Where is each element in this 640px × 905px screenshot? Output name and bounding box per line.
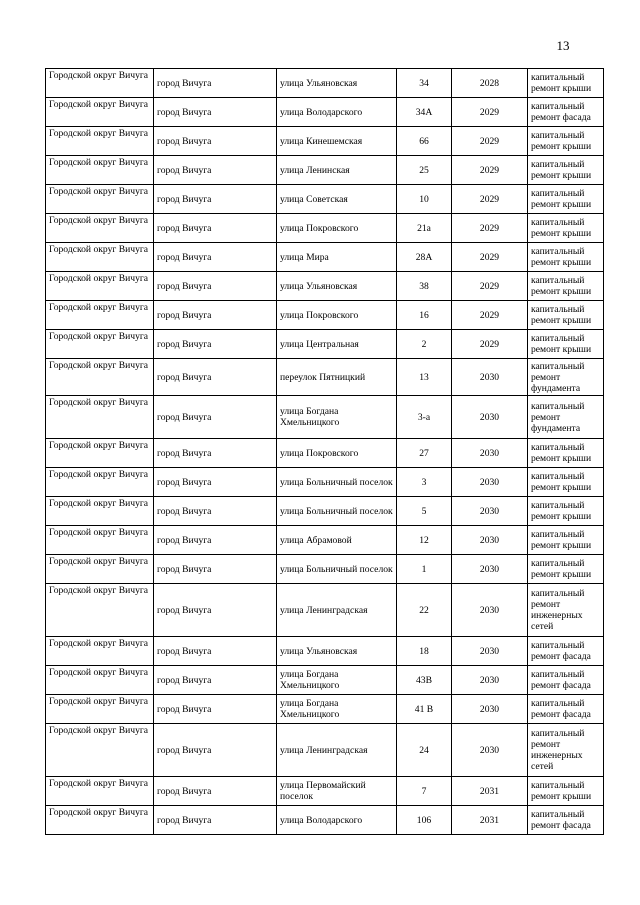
work-type-cell: капитальный ремонт крыши [528,243,604,272]
district-cell: Городской округ Вичуга [46,724,154,777]
year-cell: 2030 [452,637,528,666]
year-cell: 2031 [452,806,528,835]
street-cell: улица Ленинградская [277,724,397,777]
house-number-cell: 2 [397,330,452,359]
city-cell: город Вичуга [154,272,277,301]
district-cell: Городской округ Вичуга [46,98,154,127]
table-row [46,497,604,526]
year-cell: 2029 [452,156,528,185]
work-type-cell: капитальный ремонт крыши [528,214,604,243]
street-cell: улица Больничный поселок [277,468,397,497]
year-cell: 2029 [452,330,528,359]
year-cell: 2029 [452,214,528,243]
work-type-cell: капитальный ремонт крыши [528,777,604,806]
district-cell: Городской округ Вичуга [46,69,154,98]
table-row [46,777,604,806]
work-type-cell: капитальный ремонт крыши [528,156,604,185]
house-number-cell: 27 [397,439,452,468]
city-cell: город Вичуга [154,695,277,724]
work-type-cell: капитальный ремонт фасада [528,98,604,127]
table-row [46,330,604,359]
year-cell: 2030 [452,555,528,584]
work-type-cell: капитальный ремонт крыши [528,69,604,98]
street-cell: улица Володарского [277,98,397,127]
table-row [46,127,604,156]
city-cell: город Вичуга [154,330,277,359]
city-cell: город Вичуга [154,98,277,127]
table-row [46,555,604,584]
year-cell: 2029 [452,98,528,127]
house-number-cell: 24 [397,724,452,777]
street-cell: улица Богдана Хмельницкого [277,695,397,724]
table-row [46,584,604,637]
work-type-cell: капитальный ремонт фундамента [528,396,604,439]
district-cell: Городской округ Вичуга [46,526,154,555]
district-cell: Городской округ Вичуга [46,396,154,439]
district-cell: Городской округ Вичуга [46,243,154,272]
year-cell: 2030 [452,584,528,637]
table-row [46,468,604,497]
work-type-cell: капитальный ремонт крыши [528,127,604,156]
house-number-cell: 12 [397,526,452,555]
street-cell: улица Советская [277,185,397,214]
table-row [46,69,604,98]
city-cell: город Вичуга [154,777,277,806]
city-cell: город Вичуга [154,468,277,497]
house-number-cell: 3-а [397,396,452,439]
work-type-cell: капитальный ремонт крыши [528,185,604,214]
house-number-cell: 38 [397,272,452,301]
house-number-cell: 25 [397,156,452,185]
city-cell: город Вичуга [154,214,277,243]
table-row [46,272,604,301]
street-cell: улица Центральная [277,330,397,359]
district-cell: Городской округ Вичуга [46,439,154,468]
year-cell: 2030 [452,526,528,555]
work-type-cell: капитальный ремонт крыши [528,301,604,330]
district-cell: Городской округ Вичуга [46,156,154,185]
district-cell: Городской округ Вичуга [46,185,154,214]
district-cell: Городской округ Вичуга [46,806,154,835]
district-cell: Городской округ Вичуга [46,301,154,330]
work-type-cell: капитальный ремонт крыши [528,468,604,497]
street-cell: улица Больничный поселок [277,497,397,526]
house-number-cell: 5 [397,497,452,526]
street-cell: улица Больничный поселок [277,555,397,584]
table-row [46,185,604,214]
year-cell: 2028 [452,69,528,98]
street-cell: улица Покровского [277,214,397,243]
work-type-cell: капитальный ремонт фасада [528,666,604,695]
street-cell: улица Мира [277,243,397,272]
street-cell: улица Ульяновская [277,637,397,666]
year-cell: 2030 [452,724,528,777]
year-cell: 2029 [452,272,528,301]
district-cell: Городской округ Вичуга [46,584,154,637]
house-number-cell: 21а [397,214,452,243]
district-cell: Городской округ Вичуга [46,497,154,526]
district-cell: Городской округ Вичуга [46,637,154,666]
city-cell: город Вичуга [154,637,277,666]
table-row [46,666,604,695]
table-row [46,98,604,127]
house-number-cell: 43В [397,666,452,695]
table-row [46,526,604,555]
house-number-cell: 28А [397,243,452,272]
year-cell: 2031 [452,777,528,806]
work-type-cell: капитальный ремонт фасада [528,637,604,666]
city-cell: город Вичуга [154,156,277,185]
street-cell: улица Ленинградская [277,584,397,637]
repair-schedule-table [45,68,604,835]
city-cell: город Вичуга [154,526,277,555]
year-cell: 2029 [452,127,528,156]
page-number: 13 [556,38,570,53]
house-number-cell: 10 [397,185,452,214]
city-cell: город Вичуга [154,806,277,835]
district-cell: Городской округ Вичуга [46,359,154,396]
city-cell: город Вичуга [154,185,277,214]
house-number-cell: 34 [397,69,452,98]
house-number-cell: 18 [397,637,452,666]
street-cell: улица Богдана Хмельницкого [277,666,397,695]
table-row [46,637,604,666]
house-number-cell: 106 [397,806,452,835]
house-number-cell: 1 [397,555,452,584]
district-cell: Городской округ Вичуга [46,555,154,584]
house-number-cell: 13 [397,359,452,396]
table-body [46,69,604,835]
street-cell: улица Ульяновская [277,69,397,98]
house-number-cell: 22 [397,584,452,637]
year-cell: 2029 [452,243,528,272]
house-number-cell: 66 [397,127,452,156]
year-cell: 2030 [452,396,528,439]
table-row [46,243,604,272]
city-cell: город Вичуга [154,724,277,777]
work-type-cell: капитальный ремонт инженерных сетей [528,724,604,777]
city-cell: город Вичуга [154,127,277,156]
district-cell: Городской округ Вичуга [46,695,154,724]
work-type-cell: капитальный ремонт фасада [528,695,604,724]
table-row [46,695,604,724]
district-cell: Городской округ Вичуга [46,468,154,497]
city-cell: город Вичуга [154,69,277,98]
district-cell: Городской округ Вичуга [46,330,154,359]
street-cell: переулок Пятницкий [277,359,397,396]
city-cell: город Вичуга [154,497,277,526]
house-number-cell: 41 В [397,695,452,724]
table-row [46,301,604,330]
city-cell: город Вичуга [154,396,277,439]
house-number-cell: 34А [397,98,452,127]
street-cell: улица Володарского [277,806,397,835]
street-cell: улица Богдана Хмельницкого [277,396,397,439]
table-row [46,156,604,185]
district-cell: Городской округ Вичуга [46,272,154,301]
city-cell: город Вичуга [154,666,277,695]
table-row [46,806,604,835]
district-cell: Городской округ Вичуга [46,777,154,806]
work-type-cell: капитальный ремонт крыши [528,497,604,526]
year-cell: 2030 [452,439,528,468]
street-cell: улица Покровского [277,439,397,468]
house-number-cell: 3 [397,468,452,497]
street-cell: улица Ульяновская [277,272,397,301]
house-number-cell: 7 [397,777,452,806]
city-cell: город Вичуга [154,301,277,330]
city-cell: город Вичуга [154,439,277,468]
work-type-cell: капитальный ремонт фундамента [528,359,604,396]
work-type-cell: капитальный ремонт крыши [528,330,604,359]
table-row [46,359,604,396]
city-cell: город Вичуга [154,584,277,637]
year-cell: 2030 [452,468,528,497]
district-cell: Городской округ Вичуга [46,127,154,156]
year-cell: 2030 [452,359,528,396]
city-cell: город Вичуга [154,243,277,272]
work-type-cell: капитальный ремонт крыши [528,272,604,301]
city-cell: город Вичуга [154,555,277,584]
street-cell: улица Кинешемская [277,127,397,156]
table-row [46,439,604,468]
year-cell: 2029 [452,301,528,330]
street-cell: улица Абрамовой [277,526,397,555]
work-type-cell: капитальный ремонт крыши [528,439,604,468]
work-type-cell: капитальный ремонт крыши [528,526,604,555]
house-number-cell: 16 [397,301,452,330]
street-cell: улица Ленинская [277,156,397,185]
year-cell: 2029 [452,185,528,214]
work-type-cell: капитальный ремонт фасада [528,806,604,835]
city-cell: город Вичуга [154,359,277,396]
district-cell: Городской округ Вичуга [46,214,154,243]
table-row [46,396,604,439]
year-cell: 2030 [452,695,528,724]
table-row [46,214,604,243]
work-type-cell: капитальный ремонт крыши [528,555,604,584]
street-cell: улица Покровского [277,301,397,330]
year-cell: 2030 [452,666,528,695]
table-row [46,724,604,777]
work-type-cell: капитальный ремонт инженерных сетей [528,584,604,637]
street-cell: улица Первомайский поселок [277,777,397,806]
year-cell: 2030 [452,497,528,526]
district-cell: Городской округ Вичуга [46,666,154,695]
